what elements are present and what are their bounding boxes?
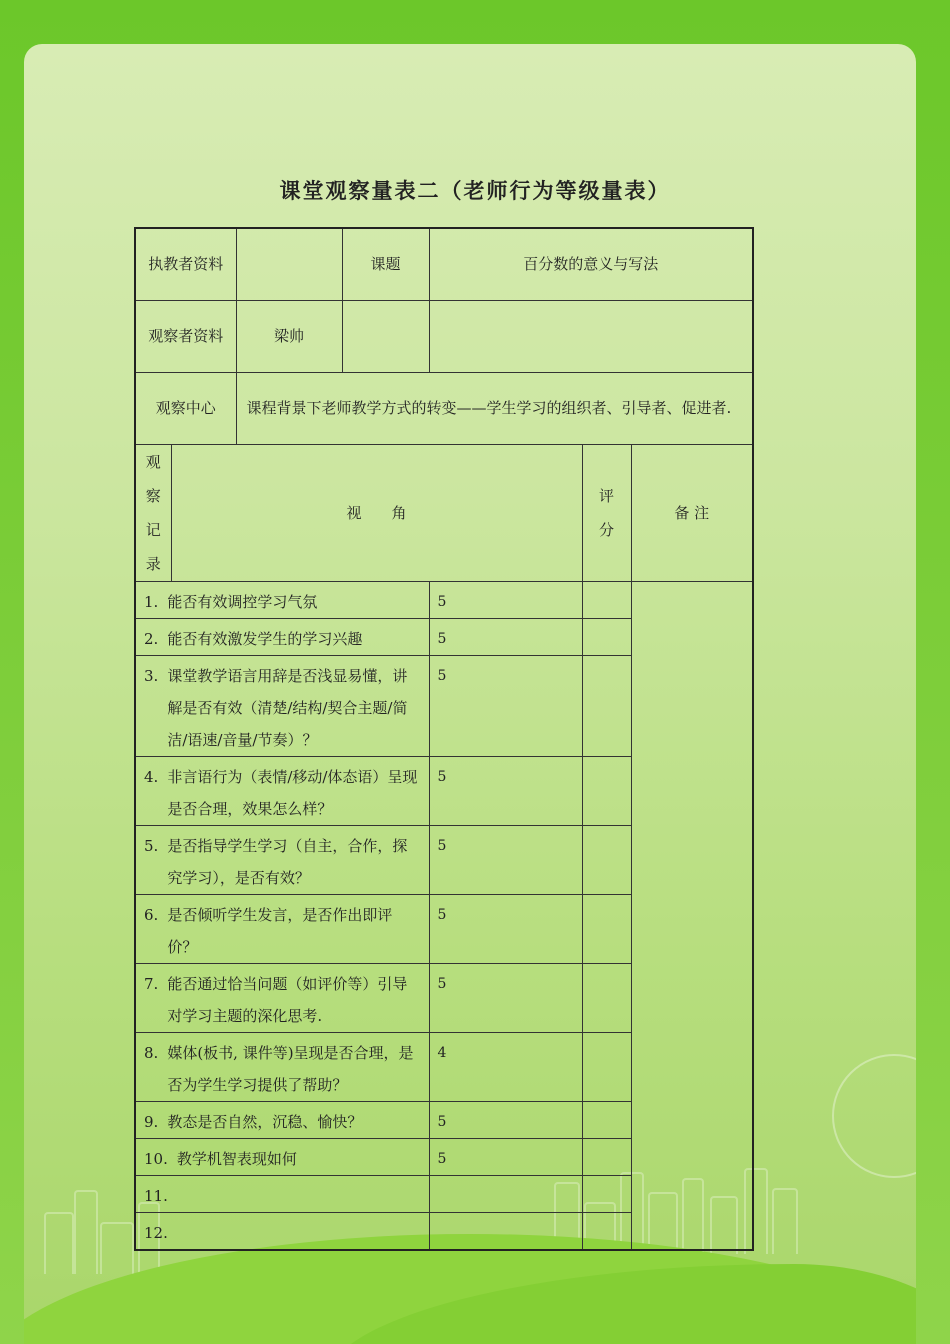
- score-cell[interactable]: 5: [429, 963, 582, 1032]
- criterion-cell: [135, 655, 429, 756]
- criterion-cell: [135, 1101, 429, 1138]
- table-row: [135, 1175, 753, 1212]
- note-cell[interactable]: [582, 894, 631, 963]
- score-cell[interactable]: 5: [429, 756, 582, 825]
- criterion-number: 1.: [144, 592, 159, 611]
- note-cell[interactable]: [582, 756, 631, 825]
- criterion-number: 4.: [144, 767, 159, 786]
- score-cell[interactable]: 4: [429, 1032, 582, 1101]
- ferris-wheel-decoration: [832, 1054, 916, 1178]
- note-cell[interactable]: [582, 825, 631, 894]
- criterion-cell: [135, 618, 429, 655]
- score-cell[interactable]: 5: [429, 825, 582, 894]
- criterion-text: 能否有效调控学习气氛: [167, 592, 318, 611]
- criterion-number: 8.: [144, 1043, 159, 1062]
- observer-value[interactable]: 梁帅: [236, 300, 342, 372]
- table-row: [135, 1138, 753, 1175]
- table-row: [135, 1212, 753, 1250]
- score-cell[interactable]: [429, 1212, 582, 1250]
- score-cell[interactable]: 5: [429, 1138, 582, 1175]
- criterion-text: [168, 1217, 419, 1249]
- note-cell[interactable]: [582, 963, 631, 1032]
- table-row: [135, 618, 753, 655]
- criterion-text: 媒体(板书, 课件等)呈现是否合理，是否为学生学习提供了帮助？: [167, 1043, 414, 1094]
- note-column-header: 备 注: [631, 444, 753, 581]
- criterion-text: 非言语行为（表情/移动/体态语）呈现是否合理，效果怎么样？: [167, 767, 418, 818]
- score-cell[interactable]: 5: [429, 655, 582, 756]
- focus-value[interactable]: 课程背景下老师教学方式的转变——学生学习的组织者、引导者、促进者.: [236, 372, 753, 444]
- topic-value[interactable]: 百分数的意义与写法: [429, 228, 753, 300]
- criterion-cell: [135, 825, 429, 894]
- focus-label: 观察中心: [135, 372, 236, 444]
- side-char: 录: [145, 554, 161, 573]
- criterion-cell: [135, 756, 429, 825]
- criterion-text: 教态是否自然，沉稳、愉快？: [167, 1112, 363, 1131]
- note-cell[interactable]: [582, 1032, 631, 1101]
- table-row: [135, 581, 753, 618]
- criterion-number: 9.: [144, 1112, 159, 1131]
- topic-label: 课题: [342, 228, 429, 300]
- side-char: 察: [145, 486, 161, 505]
- criterion-number: 7.: [144, 974, 159, 993]
- criterion-number: 11.: [144, 1186, 168, 1205]
- criterion-number: 12.: [144, 1223, 168, 1242]
- criterion-text: 能否通过恰当问题（如评价等）引导对学习主题的深化思考.: [167, 974, 408, 1025]
- observation-table: [134, 227, 754, 1251]
- criterion-number: 5.: [144, 836, 159, 855]
- table-row: [135, 894, 753, 963]
- page-title: 课堂观察量表二（老师行为等级量表）: [279, 178, 671, 203]
- criterion-text: 是否指导学生学习（自主，合作，探究学习），是否有效？: [167, 836, 408, 887]
- view-column-header: 视 角: [171, 444, 582, 581]
- note-cell[interactable]: [582, 1138, 631, 1175]
- criterion-number: 6.: [144, 905, 159, 924]
- observer-extra-cell: [342, 300, 429, 372]
- note-cell[interactable]: [582, 1212, 631, 1250]
- table-row: [135, 825, 753, 894]
- criterion-text: 能否有效激发学生的学习兴趣: [167, 629, 363, 648]
- table-row: [135, 655, 753, 756]
- criterion-text: [168, 1180, 419, 1212]
- criterion-text: 是否倾听学生发言，是否作出即评价？: [167, 905, 393, 956]
- observer-extra-cell-2: [429, 300, 753, 372]
- observer-label: 观察者资料: [135, 300, 236, 372]
- criterion-number: 10.: [144, 1149, 168, 1168]
- criterion-cell: [135, 1032, 429, 1101]
- score-cell[interactable]: 5: [429, 894, 582, 963]
- criterion-cell: [135, 894, 429, 963]
- note-cell[interactable]: [582, 655, 631, 756]
- note-cell[interactable]: [582, 581, 631, 618]
- criterion-text: 课堂教学语言用辞是否浅显易懂，讲解是否有效（清楚/结构/契合主题/简洁/语速/音量/节奏）？: [167, 666, 408, 749]
- teacher-label: 执教者资料: [135, 228, 236, 300]
- record-side-label: [135, 444, 171, 581]
- table-row: [135, 963, 753, 1032]
- criterion-cell: [135, 1212, 429, 1250]
- criterion-cell: [135, 581, 429, 618]
- score-cell[interactable]: 5: [429, 618, 582, 655]
- criterion-cell: [135, 963, 429, 1032]
- score-cell[interactable]: 5: [429, 581, 582, 618]
- table-row: [135, 756, 753, 825]
- side-char: 记: [145, 520, 161, 539]
- score-cell[interactable]: [429, 1175, 582, 1212]
- note-cell[interactable]: [582, 1101, 631, 1138]
- criterion-cell: [135, 1175, 429, 1212]
- score-cell[interactable]: 5: [429, 1101, 582, 1138]
- criterion-text: 教学机智表现如何: [176, 1149, 297, 1168]
- score-column-header: 评分: [582, 444, 631, 581]
- criterion-number: 3.: [144, 666, 159, 685]
- side-char: 观: [145, 452, 161, 471]
- criterion-number: 2.: [144, 629, 159, 648]
- note-cell[interactable]: [582, 618, 631, 655]
- table-row: [135, 1032, 753, 1101]
- teacher-value[interactable]: [236, 228, 342, 300]
- note-cell[interactable]: [582, 1175, 631, 1212]
- criterion-cell: [135, 1138, 429, 1175]
- table-row: [135, 1101, 753, 1138]
